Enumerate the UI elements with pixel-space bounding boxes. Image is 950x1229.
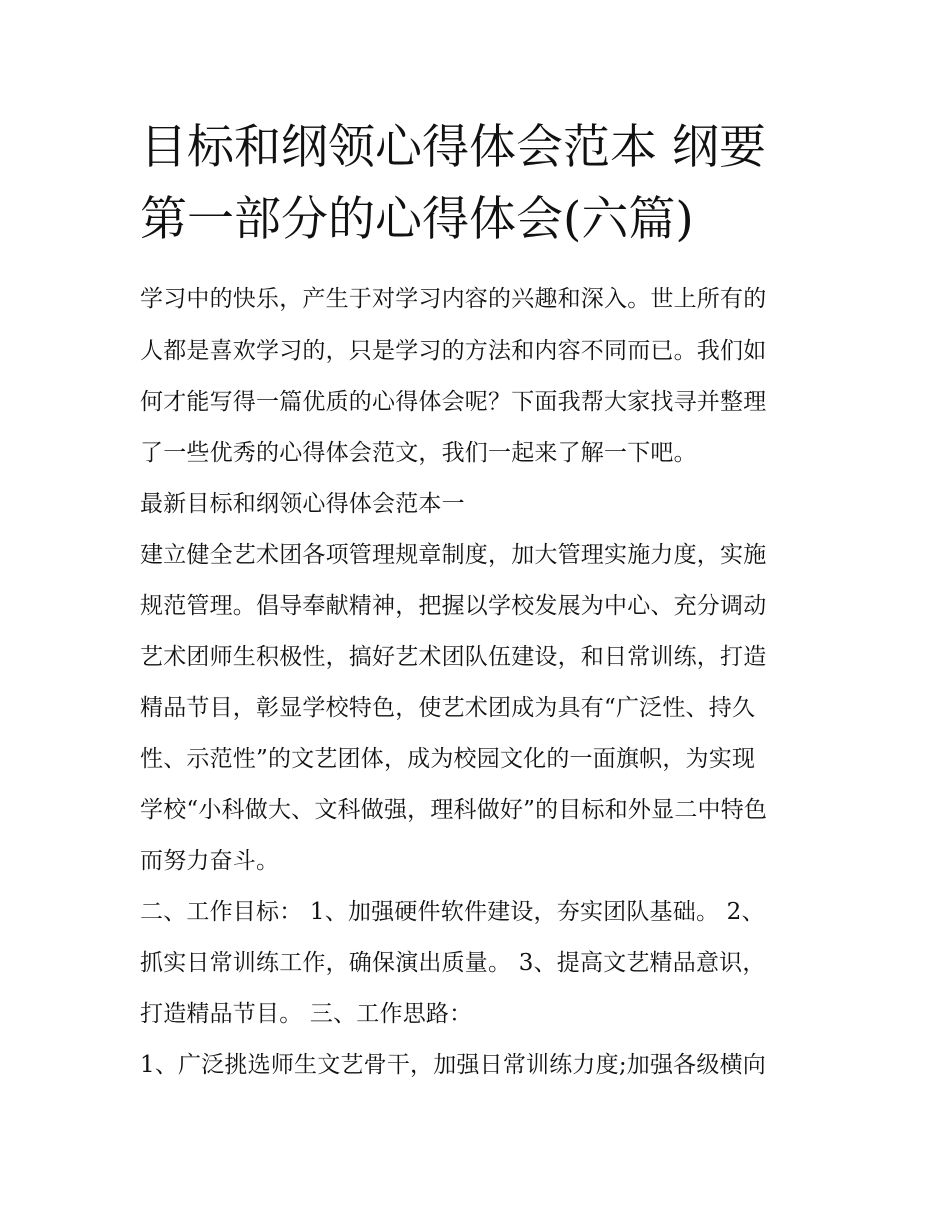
- body-paragraph-line-1: 建立健全艺术团各项管理规章制度，加大管理实施力度，实施: [140, 542, 767, 568]
- body-paragraph-line-3: 艺术团师生积极性，搞好艺术团队伍建设，和日常训练，打造: [140, 644, 767, 670]
- intro-paragraph-line-4: 了一些优秀的心得体会范文，我们一起来了解一下吧。: [140, 440, 697, 466]
- section-heading: 最新目标和纲领心得体会范本一: [140, 491, 465, 517]
- body-paragraph-line-2: 规范管理。倡导奉献精神，把握以学校发展为中心、充分调动: [140, 593, 767, 619]
- body-paragraph-line-6: 学校“小科做大、文科做强，理科做好”的目标和外显二中特色: [140, 797, 768, 823]
- intro-paragraph-line-2: 人都是喜欢学习的，只是学习的方法和内容不同而已。我们如: [140, 338, 767, 364]
- body-paragraph-line-4: 精品节目，彰显学校特色，使艺术团成为具有“广泛性、持久: [140, 695, 756, 721]
- document-title-line-2: 第一部分的心得体会(六篇): [140, 192, 694, 247]
- approach-paragraph-line-1: 1、广泛挑选师生文艺骨干，加强日常训练力度;加强各级横向: [140, 1052, 766, 1078]
- intro-paragraph-line-3: 何才能写得一篇优质的心得体会呢？下面我帮大家找寻并整理: [140, 389, 767, 415]
- goals-paragraph-line-2: 抓实日常训练工作，确保演出质量。 3、提高文艺精品意识，: [140, 950, 766, 976]
- document-title-line-1: 目标和纲领心得体会范本 纲要: [140, 120, 766, 175]
- goals-paragraph-line-1: 二、工作目标： 1、加强硬件软件建设，夯实团队基础。 2、: [140, 899, 765, 925]
- intro-paragraph-line-1: 学习中的快乐，产生于对学习内容的兴趣和深入。世上所有的: [140, 286, 767, 312]
- body-paragraph-line-5: 性、示范性”的文艺团体，成为校园文化的一面旗帜，为实现: [140, 746, 756, 772]
- goals-paragraph-line-3: 打造精品节目。 三、工作思路：: [140, 1001, 473, 1027]
- body-paragraph-line-7: 而努力奋斗。: [140, 848, 280, 874]
